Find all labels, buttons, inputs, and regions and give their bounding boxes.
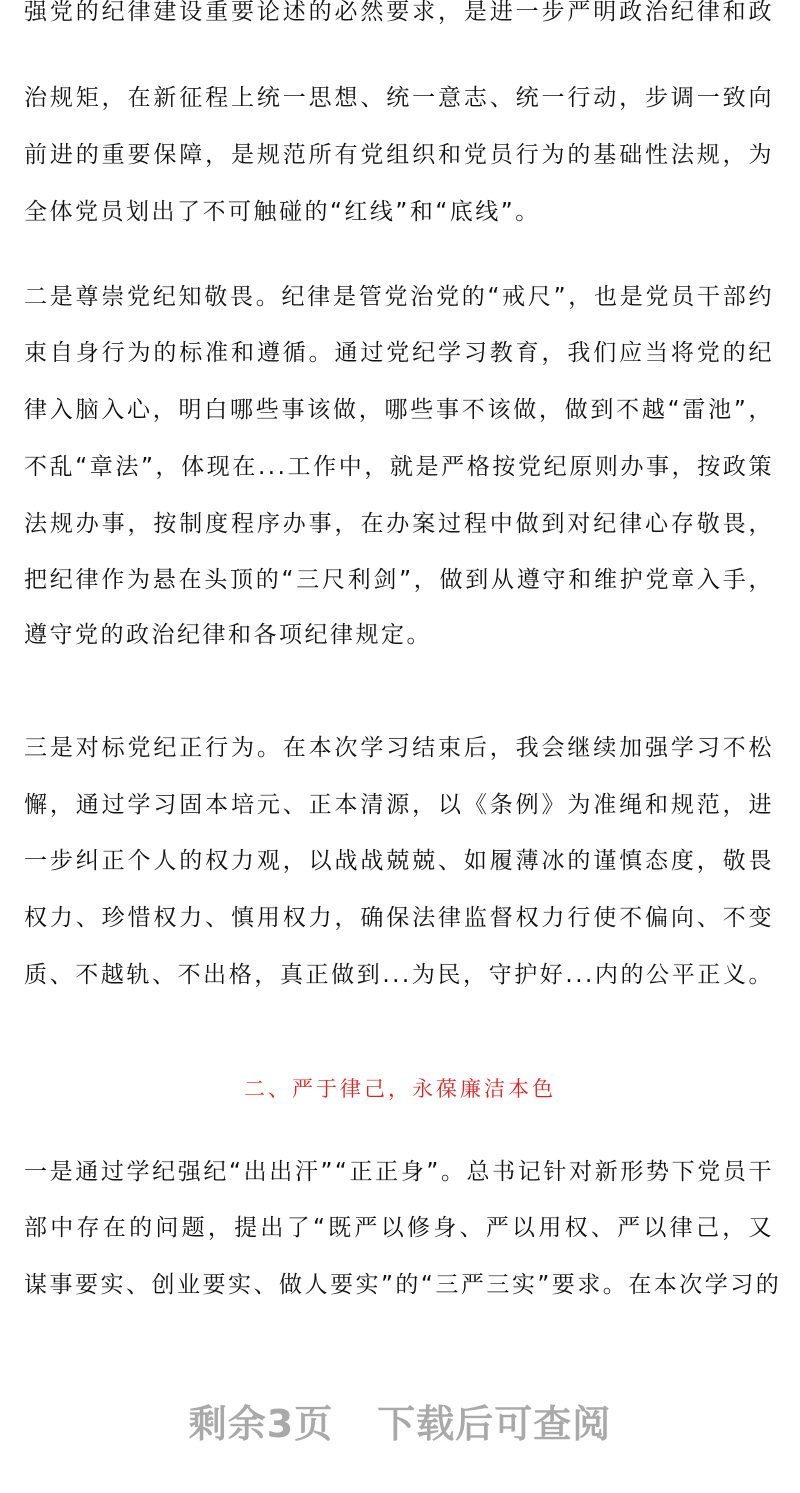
- text-line: 三是对标党纪正行为。在本次学习结束后，我会继续加强学习不松: [24, 735, 774, 761]
- text-line: 治规矩，在新征程上统一思想、统一意志、统一行动，步调一致向: [24, 85, 774, 111]
- section-heading: 二、严于律己，永葆廉洁本色: [244, 1077, 556, 1101]
- text-line: 把纪律作为悬在头顶的“三尺利剑”，做到从遵守和维护党章入手，: [24, 567, 774, 593]
- text-line: 质、不越轨、不出格，真正做到...为民，守护好...内的公平正义。: [24, 962, 774, 988]
- text-line: 谋事要实、创业要实、做人要实”的“三严三实”要求。在本次学习的: [24, 1272, 782, 1298]
- text-line: 部中存在的问题，提出了“既严以修身、严以用权、严以律己，又: [24, 1215, 774, 1241]
- download-prompt[interactable]: [0, 1393, 800, 1448]
- text-line: 不乱“章法”，体现在...工作中，就是严格按党纪原则办事，按政策: [24, 454, 774, 480]
- text-line: 一是通过学纪强纪“出出汗”“正正身”。总书记针对新形势下党员干: [24, 1159, 774, 1185]
- text-line: 束自身行为的标准和遵循。通过党纪学习教育，我们应当将党的纪: [24, 340, 774, 366]
- text-line: 强党的纪律建设重要论述的必然要求，是进一步严明政治纪律和政: [24, 0, 774, 25]
- text-line: 权力、珍惜权力、慎用权力，确保法律监督权力行使不偏向、不变: [24, 905, 774, 931]
- text-line: 律入脑入心，明白哪些事该做，哪些事不该做，做到不越“雷池”，: [24, 397, 774, 423]
- text-line: 全体党员划出了不可触碰的“红线”和“底线”。: [24, 199, 541, 225]
- text-line: 遵守党的政治纪律和各项纪律规定。: [24, 622, 432, 648]
- text-line: 二是尊崇党纪知敬畏。纪律是管党治党的“戒尺”，也是党员干部约: [24, 284, 774, 310]
- download-to-view-label[interactable]: 下载后可查阅: [377, 1402, 612, 1446]
- text-line: 前进的重要保障，是规范所有党组织和党员行为的基础性法规，为: [24, 142, 774, 168]
- text-line: 法规办事，按制度程序办事，在办案过程中做到对纪律心存敬畏，: [24, 511, 774, 537]
- text-line: 懈，通过学习固本培元、正本清源，以《条例》为准绳和规范，进: [24, 792, 774, 818]
- text-line: 一步纠正个人的权力观，以战战兢兢、如履薄冰的谨慎态度，敬畏: [24, 848, 774, 874]
- remaining-pages-label: 剩余3页: [188, 1402, 334, 1446]
